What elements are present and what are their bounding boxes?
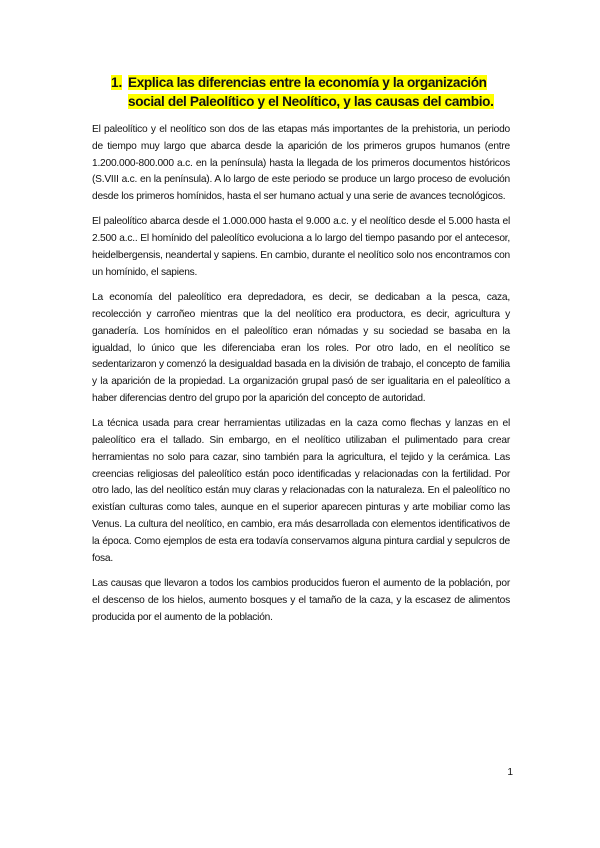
question-heading	[111, 73, 511, 111]
question-text: Explica las diferencias entre la economía y la organización social del Paleolítico y el Neolítico, y las causas del cambio.	[128, 75, 494, 109]
paragraph-technique-culture: La técnica usada para crear herramientas utilizadas en la caza como flechas y lanzas en el paleolítico era el tallado. Sin embargo, en el neolítico utilizaban el pulimentado para crear herramientas no solo para cazar, sino también para la agricultura, el tejido y la cerámica. Las creencias religiosas del paleolítico están poco identificadas y relacionadas con la fertilidad. Por otro lado, las del neolítico están muy claras y relacionadas con la naturaleza. En el paleolítico no existían culturas como tales, aunque en el superior aparecen pinturas y arte mobiliar como las Venus. La cultura del neolítico, en cambio, era más desarrollada con elementos identificativos de la época. Como ejemplos de esta era todavía conservamos alguna pintura cardial y sepulcros de fosa.	[92, 418, 510, 564]
paragraph-intro: El paleolítico y el neolítico son dos de las etapas más importantes de la prehistoria, un periodo de tiempo muy largo que abarca desde la aparición de los primeros grupos humanos (entre 1.200.000-800.000 a.c. en la península) hasta la llegada de los primeros documentos históricos (S.VIII a.c. en la península). A lo largo de este periodo se produce un largo proceso de evolución desde los primeros homínidos, hasta el ser humano actual y una serie de avances tecnológicos.	[92, 124, 510, 203]
paragraph-chronology: El paleolítico abarca desde el 1.000.000 hasta el 9.000 a.c. y el neolítico desde el 5.000 hasta el 2.500 a.c.. El homínido del paleolítico evoluciona a lo largo del tiempo pasando por el antecesor, heidelbergensis, neandertal y sapiens. En cambio, durante el neolítico solo nos encontramos con un homínido, el sapiens.	[92, 216, 510, 278]
answer-body	[92, 122, 510, 635]
paragraph-causes: Las causas que llevaron a todos los cambios producidos fueron el aumento de la población, por el descenso de los hielos, aumento bosques y el tamaño de la caza, y la escasez de alimentos producida por el aumento de la población.	[92, 577, 510, 623]
paragraph-economy: La economía del paleolítico era depredadora, es decir, se dedicaban a la pesca, caza, recolección y carroñeo mientras que la del neolítico era productora, es decir, agricultura y ganadería. Los homínidos en el paleolítico eran nómadas y su sociedad se basaba en la igualdad, lo único que les diferenciaba eran los roles. Por otro lado, en el neolítico se sedentarizaron y comenzó la desigualdad basada en la división de trabajo, el concepto de familia y la aparición de la propiedad. La organización grupal pasó de ser igualitaria en el paleolítico a haber diferencias dentro del grupo por la aparición del concepto de autoridad.	[92, 292, 510, 404]
question-number: 1.	[111, 75, 123, 90]
page-number: 1	[507, 767, 513, 778]
